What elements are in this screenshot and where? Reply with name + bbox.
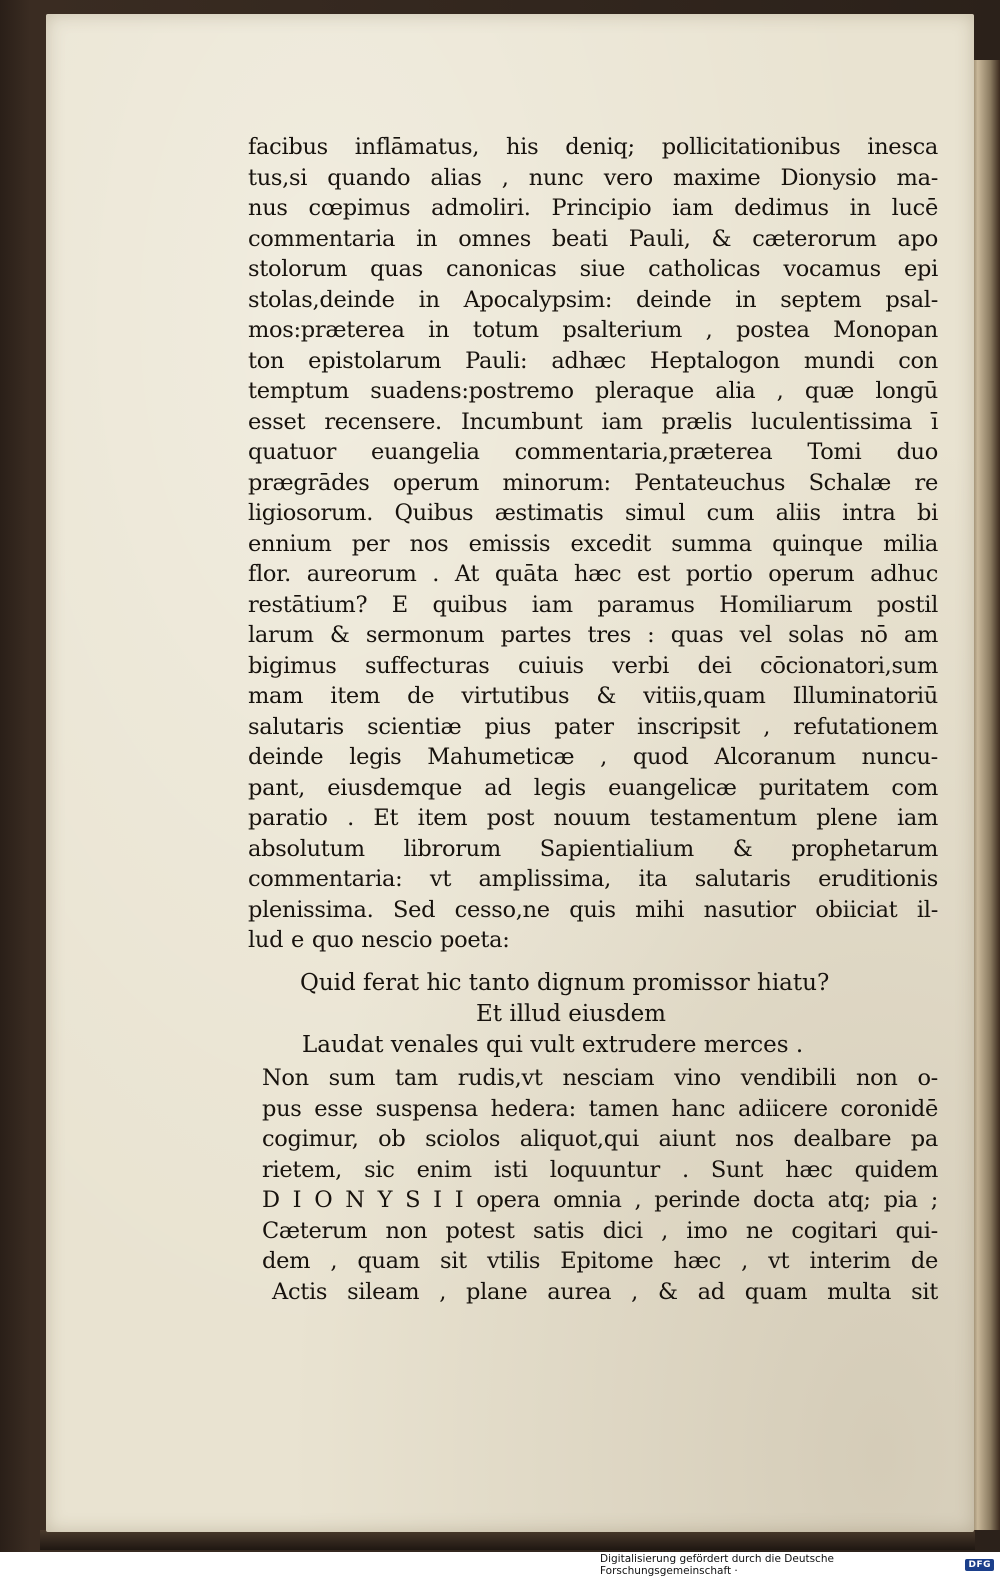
text-line: nus cœpimus admoliri. Principio iam dedimus in lucē [248, 195, 938, 221]
text-line: commentaria in omnes beati Pauli, & cæterorum apo [248, 225, 938, 252]
text-line: quatuor euangelia commentaria,præterea Tomi duo [248, 439, 938, 465]
text-line: prægrādes operum minorum: Pentateuchus Schalæ re [248, 469, 938, 496]
text-line: bigimus suffecturas cuiuis verbi dei cōcionatori,sum [248, 652, 938, 679]
text-line: tus,si quando alias , nunc vero maxime Dionysio ma- [248, 164, 938, 191]
text-line: pant, eiusdemque ad legis euangelicæ puritatem com [248, 774, 938, 801]
text-line: lud e quo nescio poeta: [248, 927, 510, 953]
text-line: dem , quam sit vtilis Epitome hæc , vt interim de [262, 1248, 938, 1274]
second-text-block [262, 1063, 938, 1307]
dfg-logo: DFG [965, 1559, 994, 1571]
text-line: Cæterum non potest satis dici , imo ne cogitari qui- [262, 1217, 938, 1244]
text-line: D I O N Y S I I opera omnia , perinde docta atq; pia ; [262, 1187, 938, 1213]
footer-text: Digitalisierung gefördert durch die Deutsche Forschungsgemeinschaft · [600, 1553, 834, 1577]
text-line: stolorum quas canonicas siue catholicas vocamus epi [248, 256, 938, 282]
text-line: ligiosorum. Quibus æstimatis simul cum aliis intra bi [248, 500, 938, 526]
footer [600, 1552, 1000, 1578]
verse-line-2: Laudat venales qui vult extrudere merces . [302, 1032, 804, 1058]
text-line: rietem, sic enim isti loquuntur . Sunt hæc quidem [262, 1156, 938, 1183]
text-line: plenissima. Sed cesso,ne quis mihi nasutior obiiciat il- [248, 896, 938, 923]
text-line: Non sum tam rudis,vt nesciam vino vendibili non o- [262, 1065, 938, 1091]
book-edge-bottom [40, 1530, 975, 1550]
text-line: commentaria: vt amplissima, ita salutaris eruditionis [248, 866, 938, 892]
text-line: mos:præterea in totum psalterium , postea Monopan [248, 317, 938, 343]
text-line: salutaris scientiæ pius pater inscripsit , refutationem [248, 713, 938, 740]
text-line: Actis sileam , plane aurea , & ad quam multa sit [272, 1278, 938, 1305]
text-line: facibus inflāmatus, his deniq; pollicitationibus inesca [248, 134, 938, 160]
main-text-block [248, 132, 938, 956]
text-line: cogimur, ob sciolos aliquot,qui aiunt nos dealbare pa [262, 1126, 938, 1152]
text-line: restātium? E quibus iam paramus Homiliarum postil [248, 591, 938, 618]
footer-strip [0, 1552, 600, 1578]
text-line: ennium per nos emissis excedit summa quinque milia [248, 530, 938, 557]
text-line: esset recensere. Incumbunt iam prælis luculentissima ī [248, 408, 938, 435]
text-line: mam item de virtutibus & vitiis,quam Illuminatoriū [248, 683, 938, 709]
verse-line-1: Quid ferat hic tanto dignum promissor hiatu? [300, 970, 830, 996]
verse-heading: Et illud eiusdem [476, 1001, 666, 1027]
text-line: temptum suadens:postremo pleraque alia , quæ longū [248, 378, 938, 404]
text-line: stolas,deinde in Apocalypsim: deinde in septem psal- [248, 286, 938, 313]
text-line: absolutum librorum Sapientialium & prophetarum [248, 835, 938, 862]
text-line: pus esse suspensa hedera: tamen hanc adiicere coronidē [262, 1095, 938, 1122]
text-line: flor. aureorum . At quāta hæc est portio operum adhuc [248, 561, 938, 587]
text-line: larum & sermonum partes tres : quas vel solas nō am [248, 622, 938, 648]
text-line: paratio . Et item post nouum testamentum plene iam [248, 805, 938, 831]
text-line: ton epistolarum Pauli: adhæc Heptalogon mundi con [248, 347, 938, 374]
text-line: deinde legis Mahumeticæ , quod Alcoranum nuncu- [248, 744, 938, 770]
